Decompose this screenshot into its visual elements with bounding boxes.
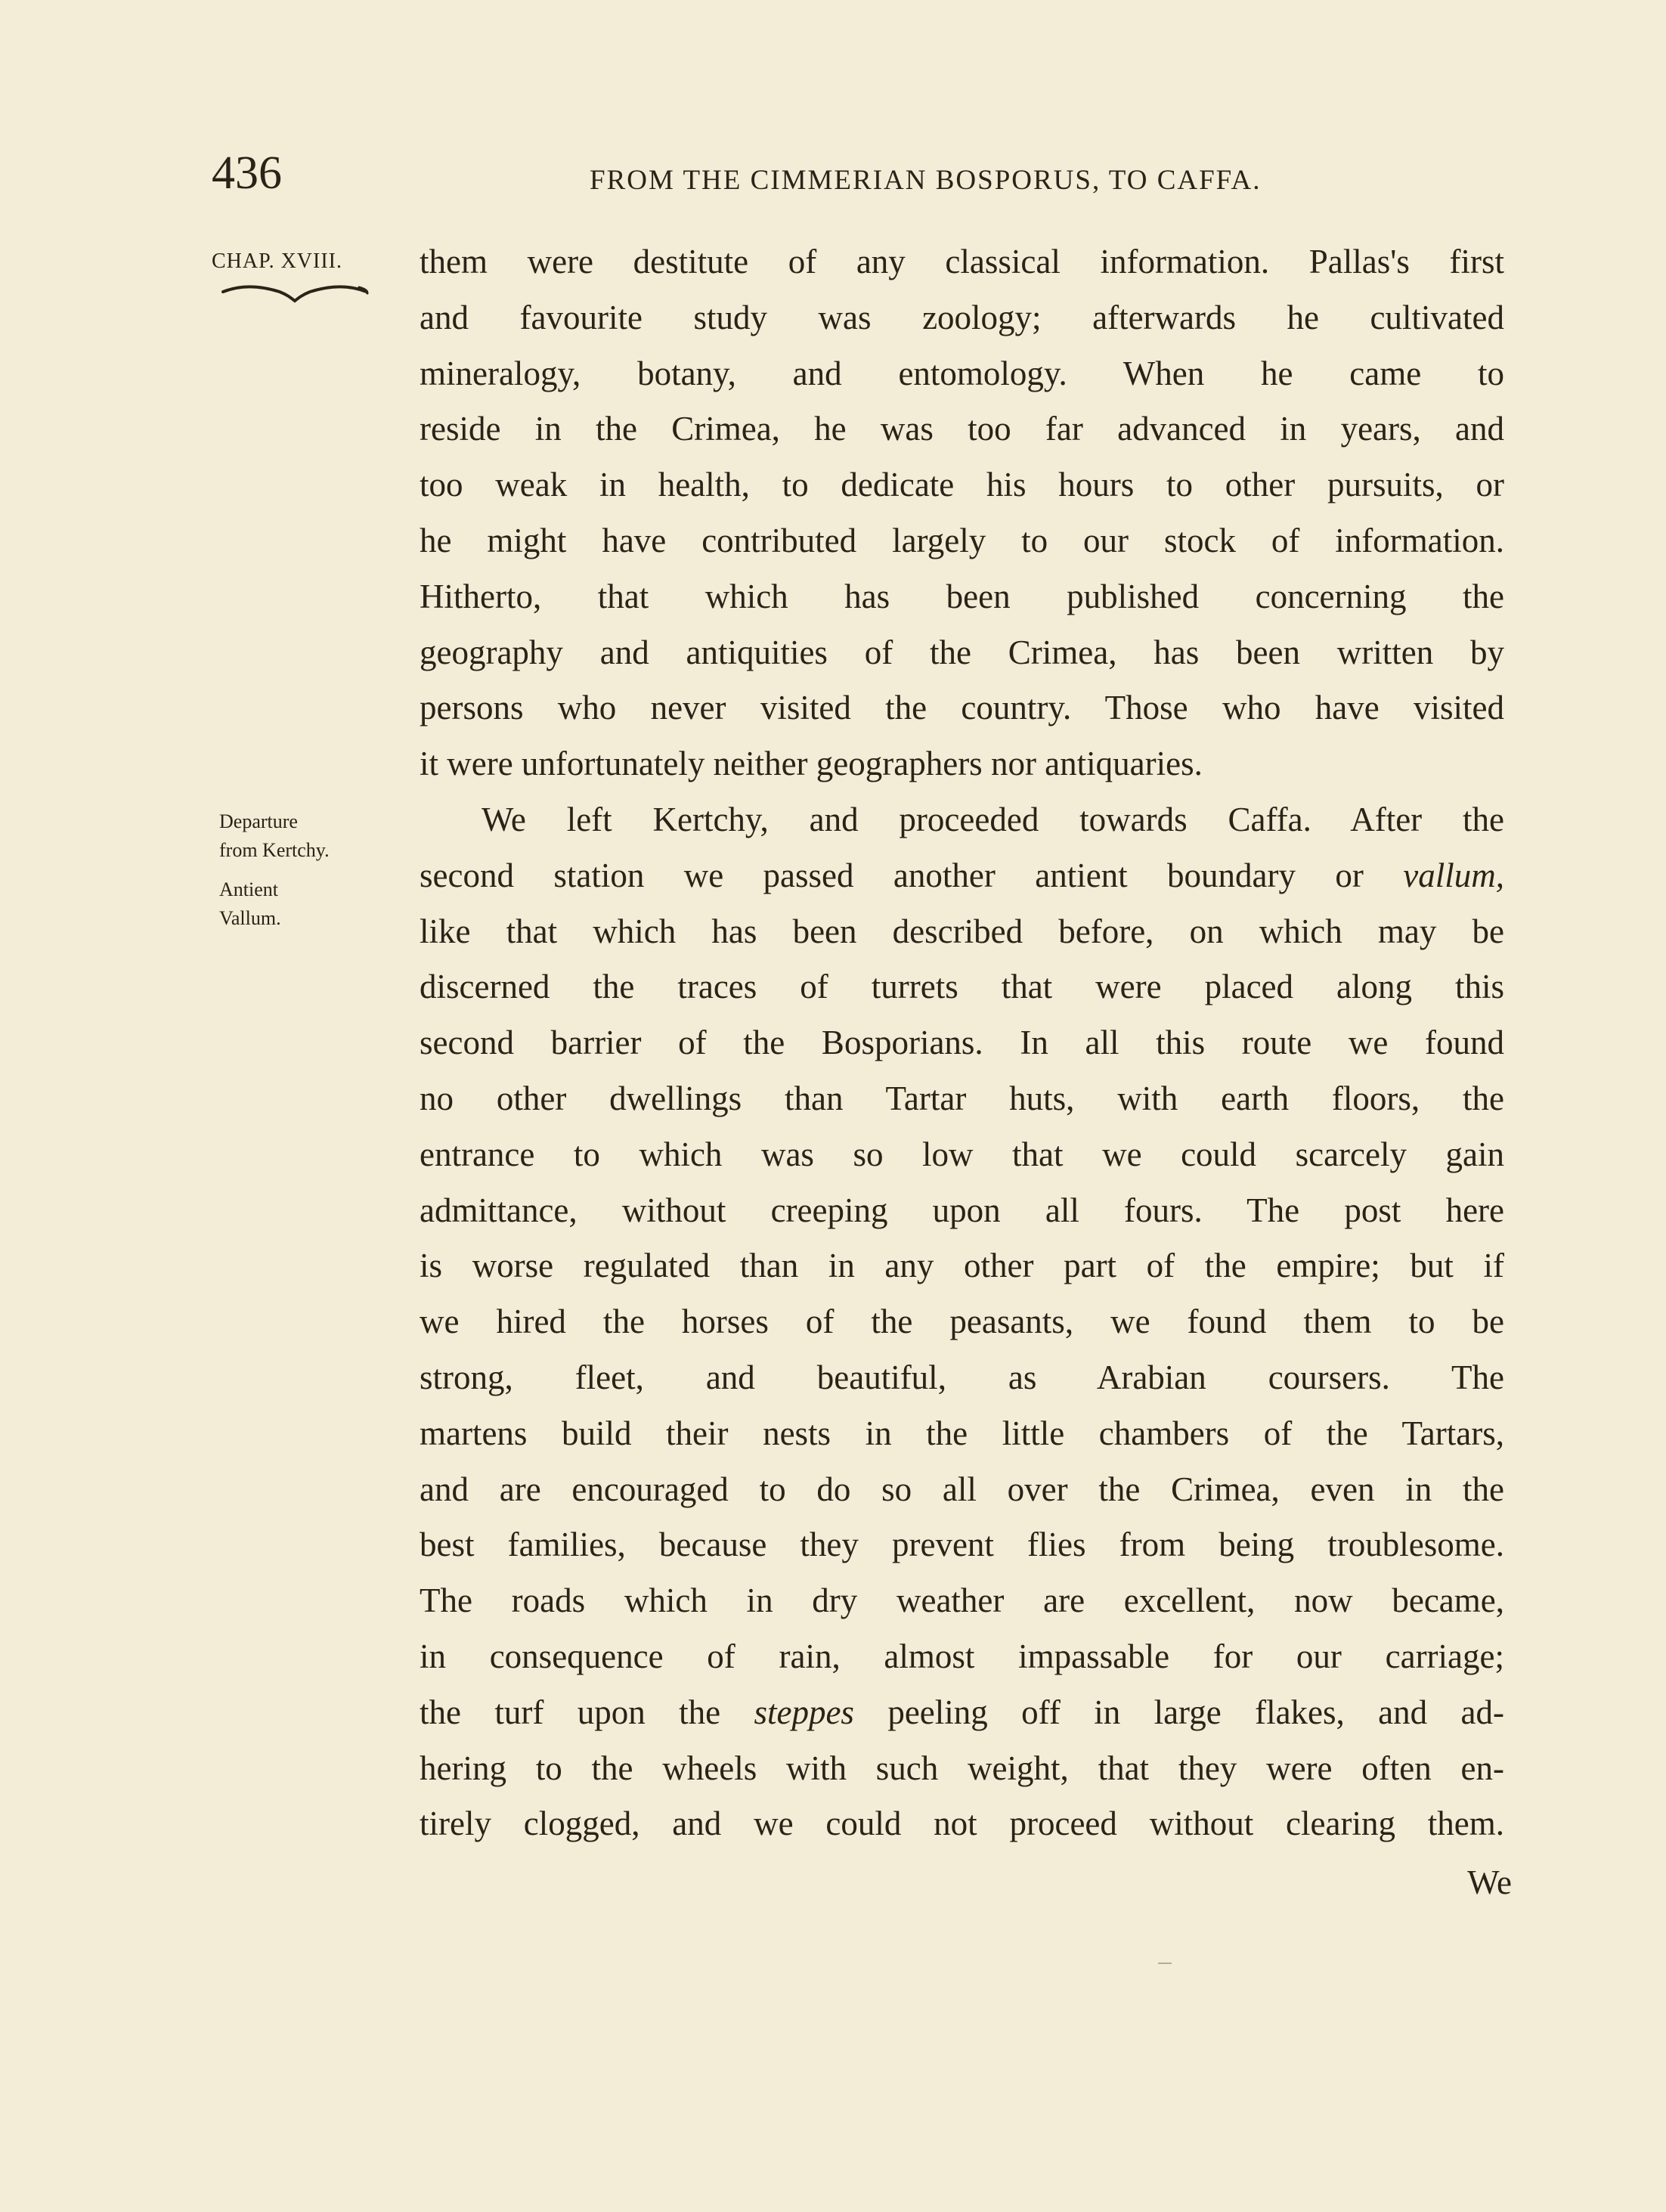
italic-term-vallum: vallum, xyxy=(1403,856,1504,894)
text-run: the turf upon the xyxy=(420,1693,754,1731)
text-line: like that which has been described before, on which may be xyxy=(420,912,1504,950)
text-line: in consequence of rain, almost impassable for our carriage; xyxy=(420,1637,1504,1675)
margin-note-line: Departure xyxy=(219,810,298,832)
page-number: 436 xyxy=(212,147,282,199)
text-line: them were destitute of any classical information. Pallas's first xyxy=(420,243,1504,280)
text-line: no other dwellings than Tartar huts, with earth floors, the xyxy=(420,1079,1504,1117)
text-line: reside in the Crimea, he was too far advanced in years, and xyxy=(420,410,1504,448)
text-line: We left Kertchy, and proceeded towards Caffa. After the xyxy=(482,800,1504,838)
text-line: too weak in health, to dedicate his hours to other pursuits, or xyxy=(420,466,1504,504)
body-text xyxy=(420,234,1504,1852)
text-line: martens build their nests in the little chambers of the Tartars, xyxy=(420,1414,1504,1452)
margin-note-line: Vallum. xyxy=(219,907,281,929)
text-line: it were unfortunately neither geographers nor antiquaries. xyxy=(420,745,1203,783)
catchword: We xyxy=(1467,1863,1512,1901)
text-line: tirely clogged, and we could not proceed without clearing them. xyxy=(420,1805,1504,1843)
margin-note-line: from Kertchy. xyxy=(219,839,330,861)
text-line: Hitherto, that which has been published concerning the xyxy=(420,577,1504,615)
text-line: is worse regulated than in any other part of the empire; but if xyxy=(420,1247,1504,1285)
text-run: peeling off in large flakes, and ad- xyxy=(853,1693,1504,1731)
text-line: second barrier of the Bosporians. In all this route we found xyxy=(420,1024,1504,1062)
text-line: and favourite study was zoology; afterwards he cultivated xyxy=(420,298,1504,336)
text-line: hering to the wheels with such weight, that they were often en- xyxy=(420,1749,1504,1787)
chapter-ornament-icon xyxy=(219,281,370,311)
italic-term-steppes: steppes xyxy=(754,1693,854,1731)
text-line: best families, because they prevent flies from being troublesome. xyxy=(420,1526,1504,1564)
text-line: discerned the traces of turrets that were placed along this xyxy=(420,968,1504,1006)
text-line xyxy=(420,848,1504,904)
margin-note-vallum xyxy=(219,875,386,933)
text-line: entrance to which was so low that we could scarcely gain xyxy=(420,1135,1504,1173)
text-line: and are encouraged to do so all over the Crimea, even in the xyxy=(420,1470,1504,1508)
text-line: he might have contributed largely to our stock of information. xyxy=(420,521,1504,559)
printer-mark xyxy=(1158,1963,1172,1964)
text-line xyxy=(420,1685,1504,1741)
text-run: second station we passed another antient boundary or xyxy=(420,856,1404,894)
text-line: mineralogy, botany, and entomology. When he came to xyxy=(420,354,1504,392)
margin-note-line: Antient xyxy=(219,878,278,900)
text-line: strong, fleet, and beautiful, as Arabian coursers. The xyxy=(420,1358,1504,1396)
margin-note-departure xyxy=(219,807,386,865)
text-line: persons who never visited the country. Those who have visited xyxy=(420,689,1504,727)
text-line: The roads which in dry weather are excellent, now became, xyxy=(420,1582,1504,1620)
text-line: geography and antiquities of the Crimea, has been written by xyxy=(420,633,1504,671)
text-line: we hired the horses of the peasants, we found them to be xyxy=(420,1303,1504,1341)
running-head: FROM THE CIMMERIAN BOSPORUS, TO CAFFA. xyxy=(590,165,1262,196)
text-line: admittance, without creeping upon all fours. The post here xyxy=(420,1191,1504,1229)
chapter-label: CHAP. XVIII. xyxy=(212,249,342,273)
